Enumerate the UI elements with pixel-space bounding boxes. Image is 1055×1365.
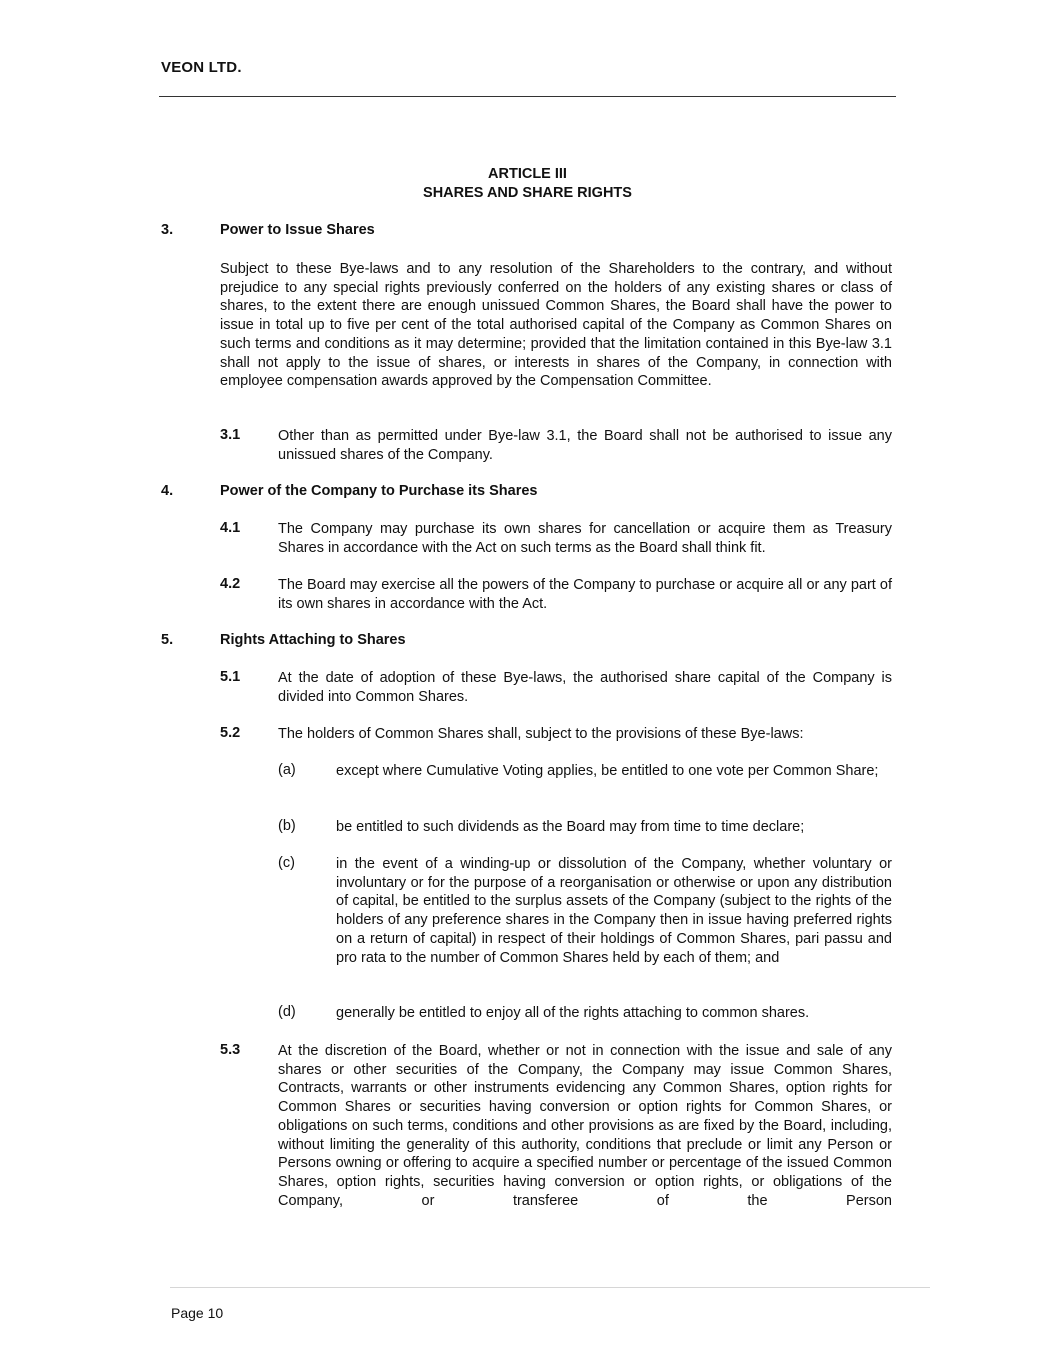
clause-5-2-number: 5.2 — [220, 725, 241, 741]
clause-3-1-number: 3.1 — [220, 427, 241, 443]
item-c-text: in the event of a winding-up or dissolution of the Company, whether voluntary or involuntary or for the purpose of a reorganisation or otherwise or upon any distribution of capital, be entitled to the surplus assets of the Company (subject to the rights of the holders of any preference shares in the Company then in issue having preferred rights on a return of capital) in respect of their holdings of Common Shares, pari passu and pro rata to the number of Common Shares held by each of them; and — [336, 856, 892, 966]
clause-5-1-number: 5.1 — [220, 669, 241, 685]
section-5-number: 5. — [161, 632, 174, 648]
clause-3-1-text: Other than as permitted under Bye-law 3.1, the Board shall not be authorised to issue any unissued shares of the Company. — [278, 428, 892, 463]
page-number: Page 10 — [171, 1305, 224, 1321]
document-header-company: VEON LTD. — [161, 59, 242, 76]
clause-5-3-text: At the discretion of the Board, whether or not in connection with the issue and sale of any shares or other securities of the Company, the Company may issue Common Shares, Contracts, warrants or other instruments evidencing any Common Shares, option rights for Common Shares or securities having conversion or option rights for Common Shares, or obligations on such terms, conditions and other provisions as are fixed by the Board, including, without limiting the generality of this authority, conditions that preclude or limit any Person or Persons owning or offering to acquire a specified number or percentage of the issued Common Shares, option rights, securities having conversion or option rights, or obligations of the Company, or transferee of the Person — [278, 1043, 892, 1209]
item-b-text: be entitled to such dividends as the Board may from time to time declare; — [336, 819, 805, 835]
article-number: ARTICLE III — [488, 166, 567, 182]
clause-5-3-number: 5.3 — [220, 1042, 241, 1058]
section-3-number: 3. — [161, 222, 174, 238]
item-a-text: except where Cumulative Voting applies, be entitled to one vote per Common Share; — [336, 763, 879, 779]
clause-4-1-text: The Company may purchase its own shares for cancellation or acquire them as Treasury Shares in accordance with the Act on such terms as the Board shall think fit. — [278, 521, 892, 556]
item-d-label: (d) — [278, 1004, 296, 1020]
clause-4-1-number: 4.1 — [220, 520, 241, 536]
item-d-text: generally be entitled to enjoy all of the rights attaching to common shares. — [336, 1005, 810, 1021]
clause-4-2-number: 4.2 — [220, 576, 241, 592]
footer-divider — [170, 1287, 930, 1288]
section-4-title: Power of the Company to Purchase its Shares — [220, 483, 538, 499]
item-a-label: (a) — [278, 762, 296, 778]
item-c-label: (c) — [278, 855, 295, 871]
clause-4-2-text: The Board may exercise all the powers of the Company to purchase or acquire all or any part of its own shares in accordance with the Act. — [278, 577, 892, 612]
clause-5-2-text: The holders of Common Shares shall, subject to the provisions of these Bye-laws: — [278, 726, 804, 742]
section-3-intro: Subject to these Bye-laws and to any resolution of the Shareholders to the contrary, and without prejudice to any special rights previously conferred on the holders of any existing shares or class of shares, to the extent there are enough unissued Common Shares, the Board shall have the power to issue in total up to five per cent of the total authorised capital of the Company as Common Shares on such terms and conditions as it may determine; provided that the limitation contained in this Bye-law 3.1 shall not apply to the issue of shares, or interests in shares of the Company, in connection with employee compensation awards approved by the Compensation Committee. — [220, 261, 892, 390]
clause-5-1-text: At the date of adoption of these Bye-laws, the authorised share capital of the Company is divided into Common Shares. — [278, 670, 892, 705]
article-title: SHARES AND SHARE RIGHTS — [423, 185, 632, 201]
section-4-number: 4. — [161, 483, 174, 499]
header-divider — [159, 96, 896, 97]
section-3-title: Power to Issue Shares — [220, 222, 375, 238]
section-5-title: Rights Attaching to Shares — [220, 632, 406, 648]
item-b-label: (b) — [278, 818, 296, 834]
